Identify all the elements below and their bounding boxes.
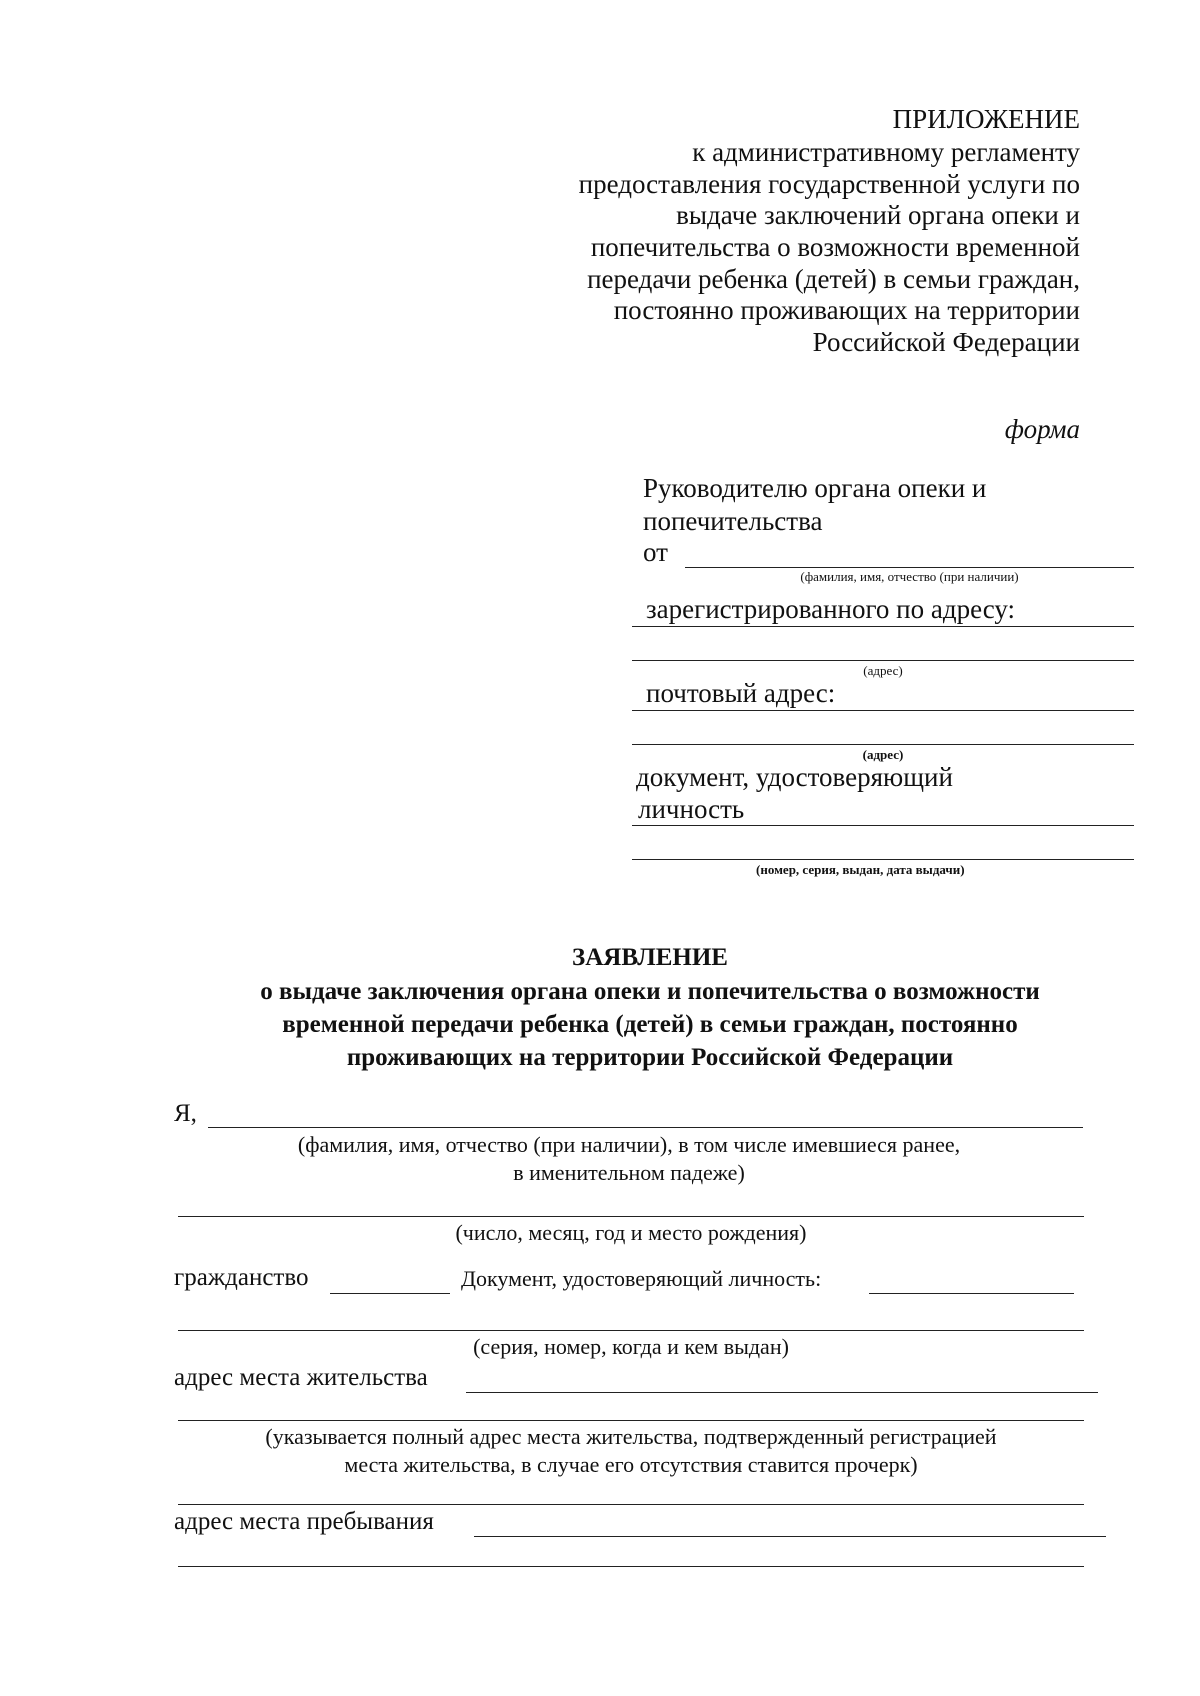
postal-field-line[interactable] xyxy=(632,710,1134,711)
statement-subtitle: о выдаче заключения органа опеки и попечительства о возможности xyxy=(260,978,1040,1005)
fio-field-line[interactable] xyxy=(685,567,1134,568)
stay-label: адрес места пребывания xyxy=(174,1508,434,1535)
appendix-line: постоянно проживающих на территории xyxy=(613,295,1080,325)
residence-field-line-3[interactable] xyxy=(178,1504,1084,1505)
applicant-fio-line[interactable] xyxy=(208,1127,1083,1128)
address-hint: (адрес) xyxy=(862,747,904,762)
i-label: Я, xyxy=(174,1100,197,1127)
fio-hint: (фамилия, имя, отчество (при наличии), в том числе имевшиеся ранее, xyxy=(297,1132,961,1157)
appendix-line: выдаче заключений органа опеки и xyxy=(676,200,1080,230)
postal-address-line[interactable] xyxy=(632,744,1134,745)
residence-field-line-2[interactable] xyxy=(178,1420,1084,1421)
birth-hint: (число, месяц, год и место рождения) xyxy=(455,1220,807,1245)
fio-hint: (фамилия, имя, отчество (при наличии) xyxy=(800,569,1019,584)
residence-field-line[interactable] xyxy=(466,1392,1098,1393)
appendix-line: предоставления государственной услуги по xyxy=(578,169,1080,199)
id-doc-field-line[interactable] xyxy=(632,825,1134,826)
citizenship-label: гражданство xyxy=(174,1264,309,1291)
id-doc-details-line[interactable] xyxy=(178,1330,1084,1331)
stay-field-line-2[interactable] xyxy=(178,1566,1084,1567)
stay-field-line[interactable] xyxy=(474,1536,1106,1537)
registered-field-line[interactable] xyxy=(632,626,1134,627)
doc-hint: (серия, номер, когда и кем выдан) xyxy=(473,1334,789,1359)
appendix-title: ПРИЛОЖЕНИЕ xyxy=(892,104,1080,134)
appendix-line: к административному регламенту xyxy=(692,137,1080,167)
appendix-line: передачи ребенка (детей) в семьи граждан, xyxy=(587,264,1080,294)
form-label: форма xyxy=(1004,414,1080,444)
fio-hint: в именительном падеже) xyxy=(513,1160,745,1185)
residence-hint: (указывается полный адрес места жительства, подтвержденный регистрацией xyxy=(265,1424,997,1449)
appendix-line: Российской Федерации xyxy=(812,327,1080,357)
id-doc-hint: (номер, серия, выдан, дата выдачи) xyxy=(756,862,965,877)
registered-address-line[interactable] xyxy=(632,660,1134,661)
statement-subtitle: временной передачи ребенка (детей) в семьи граждан, постоянно xyxy=(282,1011,1018,1038)
id-doc-field-line[interactable] xyxy=(869,1293,1074,1294)
from-label: от xyxy=(643,537,668,567)
residence-hint: места жительства, в случае его отсутствия ставится прочерк) xyxy=(344,1452,918,1477)
postal-label: почтовый адрес: xyxy=(646,678,836,708)
residence-label: адрес места жительства xyxy=(174,1364,428,1391)
statement-title: ЗАЯВЛЕНИЕ xyxy=(572,944,728,971)
registered-label: зарегистрированного по адресу: xyxy=(646,594,1015,624)
id-doc-details-line[interactable] xyxy=(632,859,1134,860)
birth-field-line[interactable] xyxy=(178,1216,1084,1217)
id-doc-label: Документ, удостоверяющий личность: xyxy=(461,1266,822,1291)
citizenship-field-line[interactable] xyxy=(330,1293,450,1294)
addressee-line: попечительства xyxy=(643,506,823,536)
addressee-line: Руководителю органа опеки и xyxy=(643,473,987,503)
id-doc-label: документ, удостоверяющий xyxy=(636,762,953,792)
id-doc-label: личность xyxy=(638,794,745,824)
statement-subtitle: проживающих на территории Российской Федерации xyxy=(346,1044,954,1071)
appendix-line: попечительства о возможности временной xyxy=(590,232,1080,262)
address-hint: (адрес) xyxy=(863,663,903,678)
